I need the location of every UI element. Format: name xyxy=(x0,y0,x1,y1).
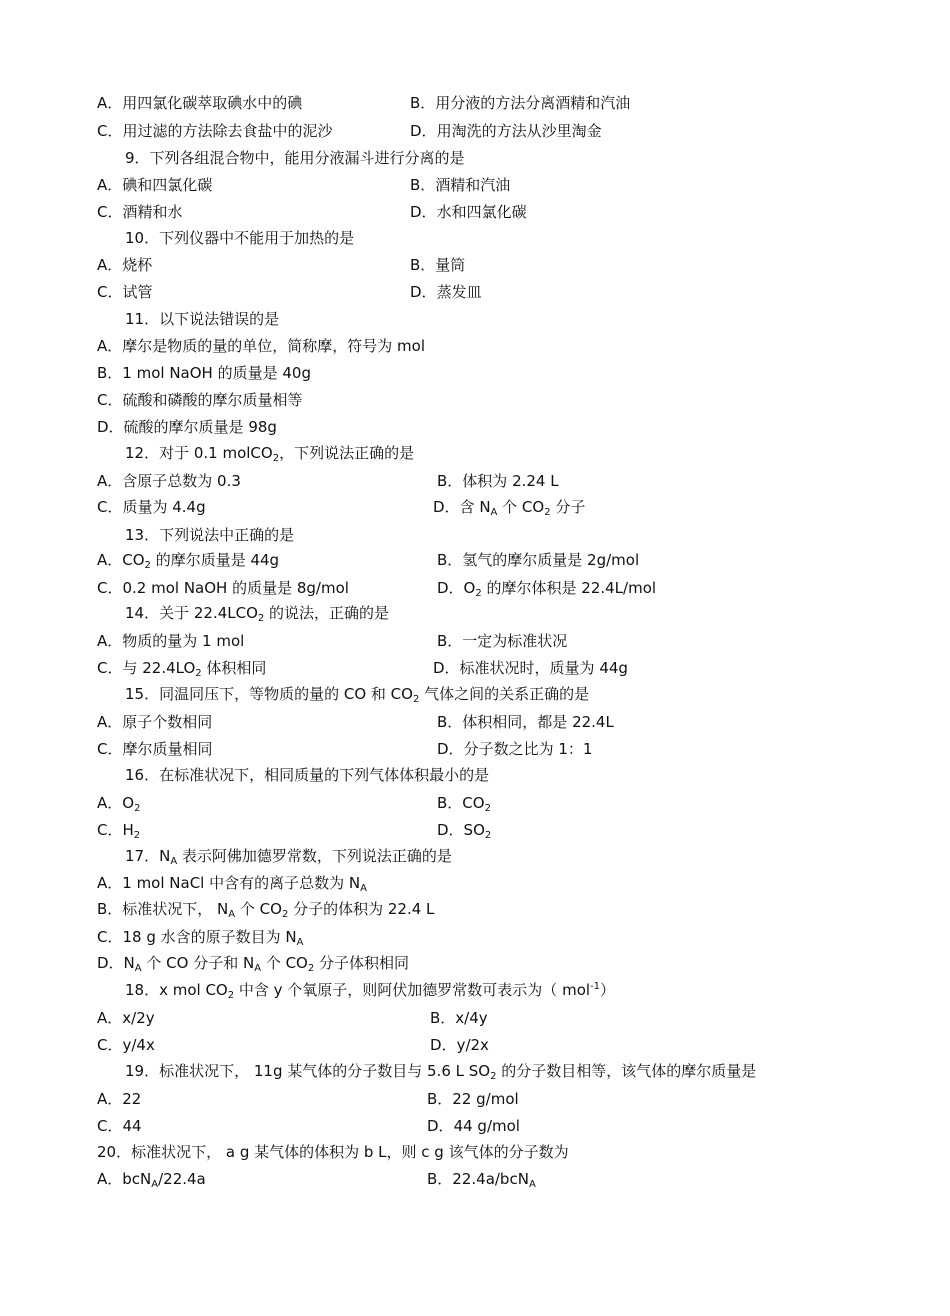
subscript: A xyxy=(228,909,236,920)
subscript: 2 xyxy=(484,803,491,814)
text-segment: 15．同温同压下，等物质的量的 CO 和 CO xyxy=(125,685,413,703)
text-segment: ，下列说法正确的是 xyxy=(279,444,415,462)
answer-option xyxy=(427,1089,519,1109)
option-text: 44 xyxy=(122,1117,142,1135)
subscript: A xyxy=(170,856,178,867)
answer-option xyxy=(97,1008,155,1028)
option-text: 含原子总数为 0.3 xyxy=(122,472,241,490)
answer-option xyxy=(410,202,527,222)
question-line xyxy=(125,148,465,168)
subscript: 2 xyxy=(272,453,280,464)
subscript: A xyxy=(360,883,367,894)
option-letter: A． xyxy=(97,256,123,274)
question-line xyxy=(125,846,452,866)
text-segment: 20．标准状况下， a g 某气体的体积为 b L，则 c g 该气体的分子数为 xyxy=(97,1143,569,1161)
text-segment: D．标准状况时，质量为 44g xyxy=(433,659,628,677)
question-line xyxy=(125,443,414,463)
text-segment: A．bcN xyxy=(97,1170,152,1188)
answer-option xyxy=(97,658,266,678)
question-line xyxy=(125,525,294,545)
option-letter: B． xyxy=(410,256,436,274)
option-letter: B． xyxy=(430,1009,456,1027)
option-text: 44 g/mol xyxy=(453,1117,520,1135)
supscript: -1 xyxy=(590,981,601,992)
text-segment: D．O xyxy=(437,579,476,597)
option-letter: A． xyxy=(97,94,123,112)
option-text: 一定为标准状况 xyxy=(462,632,568,650)
text-segment: 18．x mol CO xyxy=(125,981,228,999)
text-segment: 的说法，正确的是 xyxy=(264,604,390,622)
answer-option xyxy=(410,255,465,275)
subscript: 2 xyxy=(133,830,141,841)
question-line xyxy=(97,873,367,893)
option-text: 分子数之比为 1：1 xyxy=(463,740,593,758)
question-line xyxy=(97,363,311,383)
option-letter: A． xyxy=(97,1090,123,1108)
text-segment: D．SO xyxy=(437,821,485,839)
option-text: 体积为 2.24 L xyxy=(462,472,559,490)
text-segment: A．1 mol NaCl 中含有的离子总数为 N xyxy=(97,874,361,892)
option-letter: A． xyxy=(97,713,123,731)
option-letter: C． xyxy=(97,122,123,140)
text-segment: 11．以下说法错误的是 xyxy=(125,310,280,328)
text-segment: B．CO xyxy=(437,794,485,812)
text-segment: 表示阿佛加德罗常数，下列说法正确的是 xyxy=(177,847,452,865)
option-text: 原子个数相同 xyxy=(122,713,213,731)
subscript: 2 xyxy=(134,803,141,814)
text-segment: ） xyxy=(600,981,616,999)
text-segment: A．CO xyxy=(97,551,145,569)
option-letter: D． xyxy=(410,203,437,221)
answer-option xyxy=(97,497,206,517)
answer-option xyxy=(97,1035,155,1055)
question-line xyxy=(125,1061,756,1081)
answer-option xyxy=(437,793,491,813)
answer-option xyxy=(430,1035,489,1055)
answer-option xyxy=(433,658,628,678)
answer-option xyxy=(437,712,614,732)
answer-option xyxy=(97,175,212,195)
option-letter: A． xyxy=(97,176,123,194)
option-letter: B． xyxy=(410,176,436,194)
option-letter: C． xyxy=(97,1117,123,1135)
text-segment: 9．下列各组混合物中，能用分液漏斗进行分离的是 xyxy=(125,149,465,167)
text-segment: C．与 22.4LO xyxy=(97,659,196,677)
text-segment: 19．标准状况下， 11g 某气体的分子数目与 5.6 L SO xyxy=(125,1062,491,1080)
question-line xyxy=(125,765,489,785)
option-letter: B． xyxy=(437,632,463,650)
option-letter: B． xyxy=(427,1090,453,1108)
subscript: A xyxy=(528,1179,536,1190)
subscript: 2 xyxy=(227,990,235,1001)
text-segment: A．O xyxy=(97,794,135,812)
text-segment: A．摩尔是物质的量的单位，简称摩，符号为 mol xyxy=(97,337,425,355)
text-segment: 14．关于 22.4LCO xyxy=(125,604,258,622)
text-segment: C．0.2 mol NaOH 的质量是 8g/mol xyxy=(97,579,349,597)
option-letter: C． xyxy=(97,740,123,758)
subscript: 2 xyxy=(307,963,315,974)
question-line xyxy=(125,603,389,623)
option-letter: C． xyxy=(97,283,123,301)
question-line xyxy=(125,228,354,248)
question-line xyxy=(97,336,425,356)
text-segment: 个 CO 分子和 N xyxy=(141,954,255,972)
text-segment: 个 CO xyxy=(497,498,545,516)
text-segment: B．氢气的摩尔质量是 2g/mol xyxy=(437,551,640,569)
question-line xyxy=(97,927,303,947)
subscript: 2 xyxy=(257,613,265,624)
answer-option xyxy=(97,471,241,491)
subscript: A xyxy=(151,1179,159,1190)
text-segment: 13．下列说法中正确的是 xyxy=(125,526,295,544)
answer-option xyxy=(97,550,279,570)
text-segment: 的摩尔体积是 22.4L/mol xyxy=(481,579,657,597)
option-letter: D． xyxy=(410,122,437,140)
option-text: 蒸发皿 xyxy=(436,283,482,301)
answer-option xyxy=(97,820,140,840)
text-segment: C．18 g 水含的原子数目为 N xyxy=(97,928,297,946)
answer-option xyxy=(97,631,244,651)
subscript: 2 xyxy=(475,588,482,599)
answer-option xyxy=(97,255,152,275)
option-letter: A． xyxy=(97,472,123,490)
question-line xyxy=(97,1142,569,1162)
option-text: 酒精和水 xyxy=(122,203,183,221)
question-line xyxy=(97,390,302,410)
option-letter: D． xyxy=(430,1036,457,1054)
option-text: 用四氯化碳萃取碘水中的碘 xyxy=(122,94,303,112)
answer-option xyxy=(97,1116,142,1136)
text-segment: 12．对于 0.1 molCO xyxy=(125,444,273,462)
text-segment: C．H xyxy=(97,821,134,839)
text-segment: B．22.4a/bcN xyxy=(427,1170,529,1188)
answer-option xyxy=(97,578,349,598)
answer-option xyxy=(97,793,140,813)
text-segment: D．N xyxy=(97,954,135,972)
option-text: 用淘洗的方法从沙里淘金 xyxy=(436,122,602,140)
question-line xyxy=(125,980,615,1000)
option-letter: C． xyxy=(97,1036,123,1054)
answer-option xyxy=(410,282,482,302)
answer-option xyxy=(97,739,213,759)
answer-option xyxy=(97,1169,206,1189)
answer-option xyxy=(437,471,559,491)
text-segment: 分子 xyxy=(550,498,586,516)
option-letter: A． xyxy=(97,1009,123,1027)
text-segment: 中含 y 个氧原子，则阿伏加德罗常数可表示为（ mol xyxy=(234,981,591,999)
subscript: A xyxy=(490,507,498,518)
question-line xyxy=(97,417,277,437)
option-text: 22 g/mol xyxy=(452,1090,519,1108)
answer-option xyxy=(433,497,585,517)
option-text: 体积相同，都是 22.4L xyxy=(462,713,614,731)
option-text: 碘和四氯化碳 xyxy=(122,176,213,194)
text-segment: 个 CO xyxy=(235,900,282,918)
answer-option xyxy=(410,93,630,113)
subscript: A xyxy=(254,963,262,974)
option-text: x/4y xyxy=(455,1009,488,1027)
answer-option xyxy=(97,1089,141,1109)
answer-option xyxy=(437,578,656,598)
answer-option xyxy=(437,631,567,651)
text-segment: 分子体积相同 xyxy=(314,954,410,972)
answer-option xyxy=(97,202,183,222)
text-segment: /22.4a xyxy=(158,1170,206,1188)
text-segment: B．标准状况下， N xyxy=(97,900,229,918)
subscript: 2 xyxy=(484,830,492,841)
question-line xyxy=(125,309,279,329)
option-text: y/2x xyxy=(456,1036,489,1054)
answer-option xyxy=(437,550,639,570)
subscript: 2 xyxy=(281,909,289,920)
subscript: 2 xyxy=(195,668,202,679)
answer-option xyxy=(97,282,153,302)
option-text: 22 xyxy=(122,1090,142,1108)
answer-option xyxy=(410,175,510,195)
text-segment: 的分子数目相等，该气体的摩尔质量是 xyxy=(496,1062,757,1080)
question-line xyxy=(125,684,589,704)
subscript: 2 xyxy=(144,560,151,571)
option-text: 酒精和汽油 xyxy=(435,176,511,194)
text-segment: 17．N xyxy=(125,847,171,865)
option-text: 物质的量为 1 mol xyxy=(122,632,245,650)
option-letter: B． xyxy=(410,94,436,112)
text-segment: 10．下列仪器中不能用于加热的是 xyxy=(125,229,355,247)
subscript: 2 xyxy=(490,1071,497,1082)
text-segment: C．质量为 4.4g xyxy=(97,498,206,516)
answer-option xyxy=(427,1169,536,1189)
text-segment: 个 CO xyxy=(261,954,308,972)
subscript: A xyxy=(296,937,304,948)
answer-option xyxy=(97,93,302,113)
text-segment: 分子的体积为 22.4 L xyxy=(288,900,435,918)
text-segment: C．硫酸和磷酸的摩尔质量相等 xyxy=(97,391,303,409)
option-letter: D． xyxy=(437,740,464,758)
question-line xyxy=(97,899,434,919)
option-text: 水和四氯化碳 xyxy=(436,203,527,221)
text-segment: 16．在标准状况下，相同质量的下列气体体积最小的是 xyxy=(125,766,490,784)
option-letter: A． xyxy=(97,632,123,650)
answer-option xyxy=(437,820,491,840)
option-letter: D． xyxy=(410,283,437,301)
option-text: 用过滤的方法除去食盐中的泥沙 xyxy=(122,122,333,140)
option-text: 量筒 xyxy=(435,256,466,274)
option-letter: D． xyxy=(427,1117,454,1135)
subscript: 2 xyxy=(412,694,420,705)
option-text: 烧杯 xyxy=(122,256,153,274)
option-text: y/4x xyxy=(122,1036,155,1054)
option-letter: C． xyxy=(97,203,123,221)
text-segment: D．硫酸的摩尔质量是 98g xyxy=(97,418,277,436)
subscript: A xyxy=(134,963,142,974)
answer-option xyxy=(430,1008,488,1028)
option-text: 试管 xyxy=(122,283,153,301)
answer-option xyxy=(410,121,602,141)
option-text: 摩尔质量相同 xyxy=(122,740,213,758)
answer-option xyxy=(427,1116,520,1136)
answer-option xyxy=(97,121,333,141)
option-letter: B． xyxy=(437,472,463,490)
text-segment: 气体之间的关系正确的是 xyxy=(419,685,590,703)
option-text: 用分液的方法分离酒精和汽油 xyxy=(435,94,631,112)
question-line xyxy=(97,953,409,973)
option-letter: B． xyxy=(437,713,463,731)
option-text: x/2y xyxy=(122,1009,155,1027)
text-segment: B．1 mol NaOH 的质量是 40g xyxy=(97,364,311,382)
text-segment: D．含 N xyxy=(433,498,491,516)
answer-option xyxy=(437,739,592,759)
text-segment: 的摩尔质量是 44g xyxy=(150,551,280,569)
subscript: 2 xyxy=(544,507,551,518)
text-segment: 体积相同 xyxy=(201,659,267,677)
answer-option xyxy=(97,712,212,732)
